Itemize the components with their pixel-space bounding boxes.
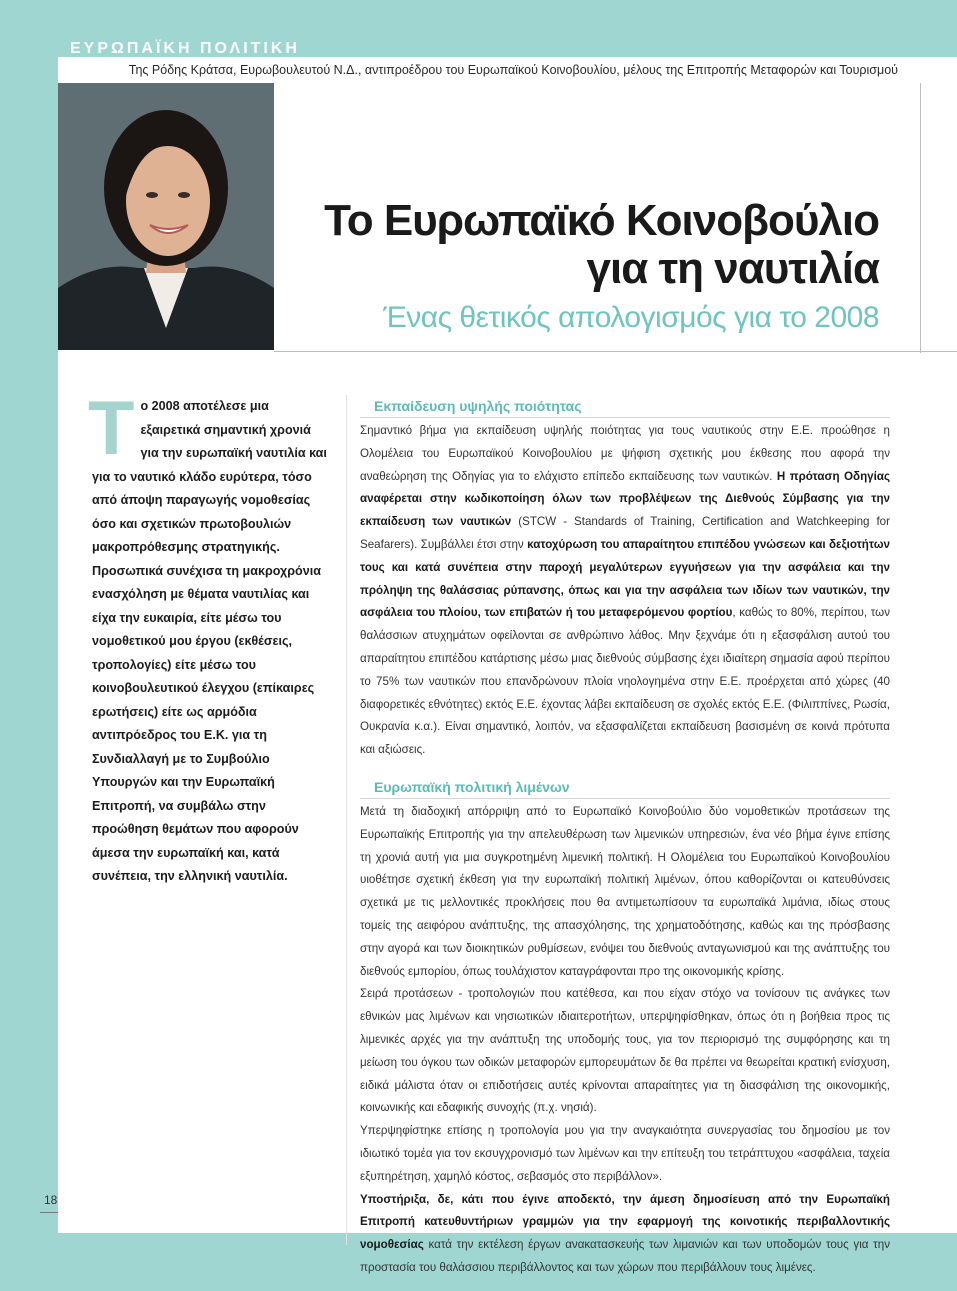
- header-rule-vertical: [920, 83, 921, 353]
- ports-paragraph-1: Μετά τη διαδοχική απόρριψη από το Ευρωπαϊκό Κοινοβούλιο δύο νομοθετικών προτάσεων της Ευρωπαϊκής Επιτροπής για την απελευθέρωση των λιμενικών υπηρεσιών, ένα νέο βήμα έγινε επίσης τη χρονιά αυτή για μια συγκροτημένη λιμενική πολιτική. Η Ολομέλεια του Ευρωπαϊκού Κοινοβουλίου υιοθέτησε σχετική έκθεση για την ευρωπαϊκή πολιτική λιμένων, όπου καθορίζονται οι κατευθύνσεις σχετικά με τις μελλοντικές προκλήσεις που θα αντιμετωπίσουν τα ευρωπαϊκά λιμάνια, ιδίως στους τομείς της αειφόρου ανάπτυξης, της απασχόλησης, της χρηματοδότησης, καθώς και της πρόσβασης στην αγορά και των διοικητικών ρυθμίσεων, ενόψει του διεθνούς ανταγωνισμού και της ανάπτυξης του διεθνούς εμπορίου, όπως τουλάχιστον καταγράφονται προ της οικονομικής κρίσης.: [360, 804, 890, 978]
- section-education-paragraph: Σημαντικό βήμα για εκπαίδευση υψηλής ποιότητας για τους ναυτικούς στην Ε.Ε. προώθησε η Ολομέλεια του Ευρωπαϊκού Κοινοβουλίου με ψήφιση σχετικής μου έκθεσης που αφορά την αναθεώρηση της Οδηγίας για το ελάχιστο επίπεδο εκπαίδευσης των ναυτικών. Η πρόταση Οδηγίας αναφέρεται στην κωδικοποίηση όλων των προβλέψεων της Διεθνούς Σύμβασης για την εκπαίδευση των ναυτικών (STCW - Standards of Training, Certification and Watchkeeping for Seafarers). Συμβάλλει έτσι στην κατοχύρωση του απαραίτητου επιπέδου γνώσεων και δεξιοτήτων τους και κατά συνέπεια στην παροχή μεγαλύτερων εγγυήσεων για την ασφάλεια και την πρόληψη της θαλάσσιας ρύπανσης, όπως και για την ασφάλεια των ιδίων των ναυτικών, την ασφάλεια του πλοίου, των επιβατών ή του μεταφερόμενου φορτίου, καθώς το 80%, περίπου, των θαλάσσιων ατυχημάτων οφείλονται σε ανθρώπινο λάθος. Μην ξεχνάμε ότι η εξασφάλιση αυτού του απαραίτητου επιπέδου κατάρτισης μέσω μιας διεθνούς σύμβασης έχει ιδιαίτερη σημασία αφού περίπου το 75% των ναυτικών που επανδρώνουν πλοία νηολογημένα στην Ε.Ε. προέρχεται από χώρες (40 διαφορετικές εθνότητες) εκτός Ε.Ε. έχοντας λάβει εκπαίδευση σε σχολές εκτός Ε.Ε. (Φιλιππίνες, Ρωσία, Ουκρανία κ.α.). Είναι σημαντικό, λοιπόν, να εξασφαλίζεται εκπαίδευση βασισμένη σε κοινά πρότυπα και αξιώσεις.: [360, 424, 890, 757]
- portrait-image: [58, 83, 274, 350]
- section-rule: [360, 417, 890, 418]
- page-number: 18: [44, 1193, 58, 1207]
- lead-column: [88, 386, 328, 889]
- section-rule: [360, 798, 890, 799]
- lead-paragraph-1: ο 2008 αποτέλεσε μια εξαιρετικά σημαντική χρονιά για την ευρωπαϊκή ναυτιλία και για το ναυτικό κλάδο ευρύτερα, τόσο από άποψη παραγωγής νομοθεσίας όσο και σχετικών πρωτοβουλιών μακροπρόθεσμης στρατηγικής.: [92, 399, 327, 554]
- drop-cap: Τ: [88, 386, 135, 471]
- body-column: [360, 395, 890, 1280]
- section-label: ΕΥΡΩΠΑΪΚΗ ΠΟΛΙΤΙΚΗ: [70, 40, 300, 57]
- article-subtitle: Ένας θετικός απολογισμός για το 2008: [383, 301, 879, 334]
- article-page: [58, 57, 957, 1274]
- title-line-2: για τη ναυτιλία: [586, 244, 879, 293]
- section-heading-education: Εκπαίδευση υψηλής ποιότητας: [374, 398, 582, 414]
- ports-paragraph-2: Σειρά προτάσεων - τροπολογιών που κατέθεσα, και που είχαν στόχο να τονίσουν τις ανάγκες των εθνικών μας λιμένων και νησιωτικών ιδιαιτεροτήτων, υπερψηφίσθηκαν, όπως ότι η βοήθεια προς τις λιμενικές αρχές για την ανάπτυξη της υποδομής τους, για τον περιορισμό της συμφόρησης και τη μείωση του όγκου των οδικών μεταφορών εμπορευμάτων δε θα πρέπει να θεωρείται κρατική ενίσχυση, ειδικά μάλιστα όταν οι επιδοτήσεις αυτές κρίνονται απαραίτητες για τη διασφάλιση της οικονομικής, κοινωνικής και εδαφικής συνοχής (π.χ. νησιά).: [360, 987, 890, 1115]
- ports-paragraph-4: Υποστήριξα, δε, κάτι που έγινε αποδεκτό, την άμεση δημοσίευση από την Ευρωπαϊκή Επιτροπή κατευθυντήριων γραμμών για την εφαρμογή της κοινοτικής περιβαλλοντικής νομοθεσίας κατά την εκτέλεση έργων ανακατασκευής των λιμανιών και των υποδομών τους για την προστασία του θαλάσσιου περιβάλλοντος και των χώρων που περιβάλλουν τους λιμένες.: [360, 1192, 890, 1274]
- article-title: [324, 197, 879, 293]
- section-ports: [360, 776, 890, 1280]
- page-number-rule: [40, 1212, 58, 1213]
- ports-paragraph-3: Υπερψηφίστηκε επίσης η τροπολογία μου για την αναγκαιότητα συνεργασίας του δημοσίου με τον ιδιωτικό τομέα για τον εκσυγχρονισμό των λιμένων και την επίτευξη του τετράπτυχου «ασφάλεια, ταχεία εξυπηρέτηση, χαμηλό κόστος, σεβασμός στο περιβάλλον».: [360, 1124, 890, 1183]
- section-heading-ports: Ευρωπαϊκή πολιτική λιμένων: [374, 778, 570, 795]
- header-rule-horizontal: [274, 351, 957, 352]
- title-line-1: Το Ευρωπαϊκό Κοινοβούλιο: [324, 196, 879, 245]
- lead-paragraph-2: Προσωπικά συνέχισα τη μακροχρόνια ενασχόληση με θέματα ναυτιλίας και είχα την ευκαιρία, είτε μέσω του νομοθετικού μου έργου (εκθέσεις, τροπολογίες) είτε μέσω του κοινοβουλευτικού έλεγχου (επίκαιρες ερωτήσεις) είτε ως αρμόδια αντιπρόεδρος του Ε.Κ. για τη Συνδιαλλαγή με το Συμβούλιο Υπουργών και την Ευρωπαϊκή Επιτροπή, να συμβάλω στην προώθηση θεμάτων που αφορούν άμεσα την ευρωπαϊκή και, κατά συνέπεια, την ελληνική ναυτιλία.: [92, 563, 321, 883]
- author-portrait: [58, 83, 274, 350]
- column-divider: [346, 395, 347, 1245]
- byline: Της Ρόδης Κράτσα, Ευρωβουλευτού Ν.Δ., αντιπροέδρου του Ευρωπαϊκού Κοινοβουλίου, μέλους της Επιτροπής Μεταφορών και Τουρισμού: [128, 63, 898, 77]
